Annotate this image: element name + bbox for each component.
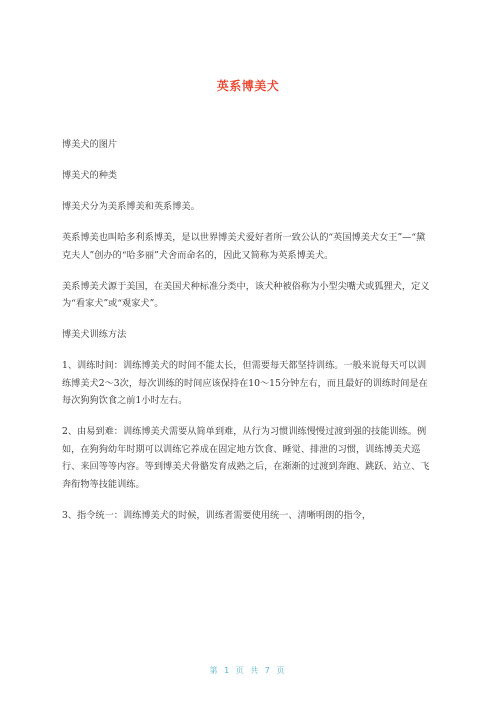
paragraph: 博美犬的图片: [62, 139, 118, 150]
document-title: 英系博美犬: [216, 79, 280, 93]
paragraph: 美系博美犬源于美国，在美国犬种标准分类中，该犬种被俗称为小型尖嘴犬或狐狸犬，定义为“看家犬”或“观家犬”。: [62, 280, 430, 309]
document-body: [62, 136, 434, 538]
page-number-footer: 第 1 页 共 7 页: [209, 666, 287, 675]
paragraph: 博美犬分为美系博美和英系博美。: [62, 201, 200, 212]
paragraph: 3、指令统一：训练博美犬的时候，训练者需要使用统一、清晰明朗的指令，: [62, 509, 372, 521]
paragraph: 博美犬训练方法: [62, 329, 127, 340]
paragraph: 英系博美也叫哈多利系博美，是以世界博美犬爱好者所一致公认的“英国博美犬女王”—“黛克夫人”创办的“哈多丽”犬舍而命名的，因此又简称为英系博美犬。: [62, 232, 426, 261]
paragraph: 2、由易到难：训练博美犬需要从简单到难，从行为习惯训练慢慢过渡到强的技能训练。例如，在狗狗幼年时期可以训练它养成在固定地方饮食、睡觉、排泄的习惯，训练博美犬巡行、来回等等内容。等到博美犬骨骼发育成熟之后，在渐渐的过渡到奔跑、跳跃、站立、飞奔衔物等技能训练。: [62, 426, 430, 490]
paragraph: 1、训练时间：训练博美犬的时间不能太长，但需要每天都坚持训练。一般来说每天可以训练博美犬2～3次，每次训练的时间应该保持在10～15分钟左右，而且最好的训练时间是在每次狗狗饮食之前1小时左右。: [62, 360, 428, 406]
paragraph: 博美犬的种类: [62, 170, 118, 181]
